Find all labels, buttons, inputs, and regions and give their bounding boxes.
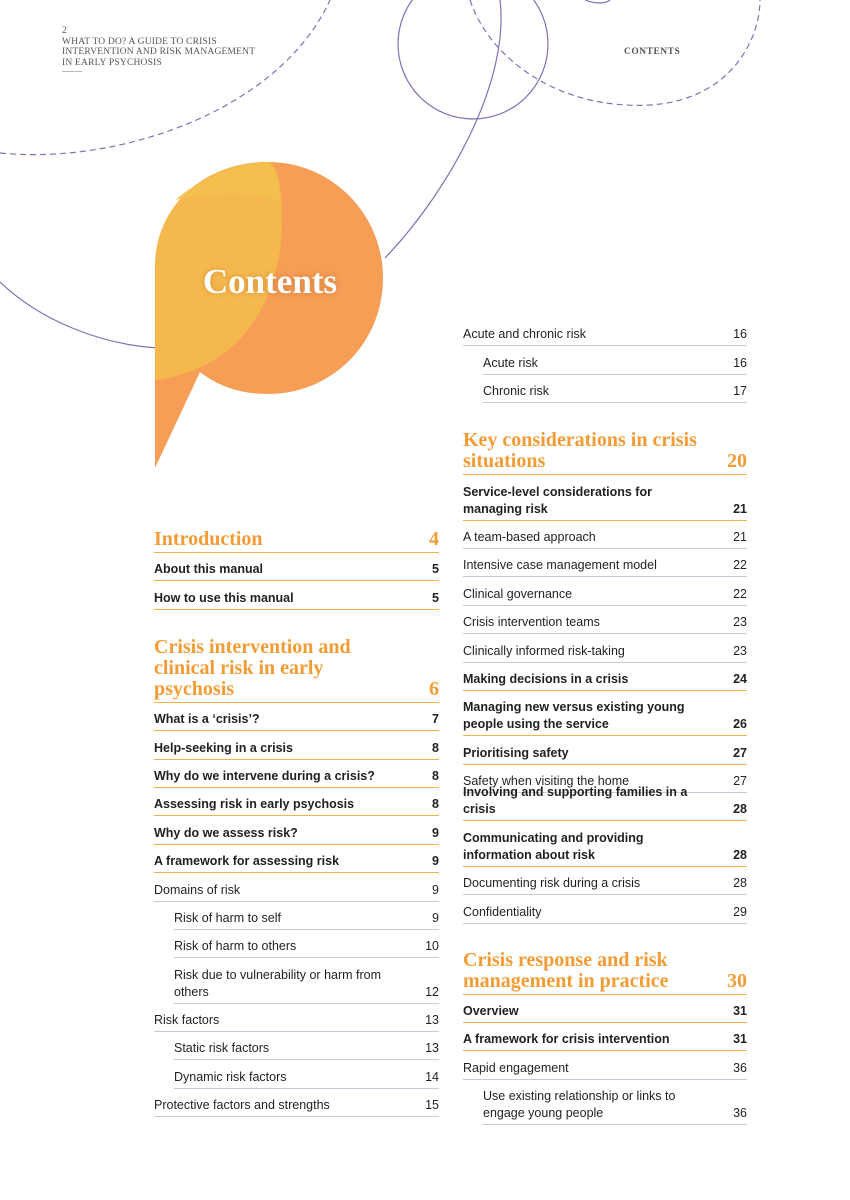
toc-entry-page: 28 bbox=[733, 876, 747, 891]
toc-heading[interactable] bbox=[463, 430, 747, 475]
header-rule bbox=[62, 71, 82, 72]
toc-entry-text: Making decisions in a crisis bbox=[463, 671, 629, 686]
toc-heading[interactable] bbox=[463, 950, 747, 995]
dashed-arc-top-left bbox=[0, 0, 330, 155]
toc-entry[interactable] bbox=[154, 845, 439, 873]
toc-entry[interactable] bbox=[154, 788, 439, 816]
toc-entry-page: 24 bbox=[733, 671, 747, 686]
toc-heading-text: Crisis response and risk management in practice bbox=[463, 948, 669, 992]
toc-entry-text: Domains of risk bbox=[154, 882, 241, 897]
toc-left-column bbox=[154, 529, 439, 1117]
toc-entry-page: 31 bbox=[733, 1004, 747, 1019]
toc-entry-text: How to use this manual bbox=[154, 590, 294, 605]
toc-entry-text: Chronic risk bbox=[483, 384, 549, 399]
running-header bbox=[62, 26, 255, 72]
toc-entry[interactable] bbox=[154, 760, 439, 788]
toc-entry[interactable] bbox=[463, 736, 747, 764]
toc-entry-text: Protective factors and strengths bbox=[154, 1098, 330, 1113]
toc-heading[interactable] bbox=[154, 637, 439, 703]
toc-entry[interactable] bbox=[463, 895, 747, 923]
page-number: 2 bbox=[62, 26, 67, 36]
toc-entry-page: 7 bbox=[432, 712, 439, 727]
toc-entry-text: Service-level considerations for managing risk bbox=[463, 484, 652, 516]
toc-entry[interactable] bbox=[154, 1089, 439, 1117]
toc-entry[interactable] bbox=[483, 1080, 747, 1125]
arc-tiny-top bbox=[585, 0, 610, 3]
toc-entry-page: 36 bbox=[733, 1106, 747, 1121]
toc-entry[interactable] bbox=[154, 553, 439, 581]
section-gap bbox=[463, 403, 747, 430]
toc-entry-text: Clinically informed risk-taking bbox=[463, 643, 625, 658]
toc-entry-page: 10 bbox=[425, 939, 439, 954]
toc-entry-text: Documenting risk during a crisis bbox=[463, 876, 641, 891]
toc-entry-page: 21 bbox=[733, 501, 747, 516]
toc-heading-text: Introduction bbox=[154, 528, 263, 550]
toc-entry-page: 14 bbox=[425, 1069, 439, 1084]
toc-entry[interactable] bbox=[463, 821, 747, 866]
arc-large bbox=[385, 0, 501, 258]
toc-entry[interactable] bbox=[463, 475, 747, 520]
toc-entry-page: 13 bbox=[425, 1013, 439, 1028]
toc-entry-page: 29 bbox=[733, 904, 747, 919]
toc-entry-page: 8 bbox=[432, 740, 439, 755]
arc-lower-left bbox=[0, 282, 160, 348]
toc-entry-text: A framework for assessing risk bbox=[154, 854, 340, 869]
toc-heading-text: Crisis intervention and clinical risk in early psychosis bbox=[154, 635, 351, 700]
toc-entry-page: 13 bbox=[425, 1041, 439, 1056]
toc-entry-page: 27 bbox=[733, 745, 747, 760]
toc-entry-text: Rapid engagement bbox=[463, 1060, 569, 1075]
toc-entry-page: 5 bbox=[432, 562, 439, 577]
toc-entry-page: 9 bbox=[432, 882, 439, 897]
toc-entry[interactable] bbox=[174, 1032, 439, 1060]
toc-entry[interactable] bbox=[154, 816, 439, 844]
toc-entry[interactable] bbox=[463, 995, 747, 1023]
toc-entry[interactable] bbox=[463, 549, 747, 577]
toc-entry[interactable] bbox=[483, 375, 747, 403]
toc-entry-page: 16 bbox=[733, 327, 747, 342]
toc-entry-text: Assessing risk in early psychosis bbox=[154, 797, 355, 812]
section-gap bbox=[154, 610, 439, 637]
toc-entry-text: Crisis intervention teams bbox=[463, 615, 600, 630]
toc-entry-page: 23 bbox=[733, 643, 747, 658]
toc-heading-text: Key considerations in crisis situations bbox=[463, 429, 697, 473]
toc-entry-page: 5 bbox=[432, 590, 439, 605]
toc-entry[interactable] bbox=[463, 691, 747, 736]
toc-entry-page: 17 bbox=[733, 384, 747, 399]
toc-entry-page: 9 bbox=[432, 910, 439, 925]
toc-entry[interactable] bbox=[463, 1051, 747, 1079]
page-title: Contents bbox=[202, 262, 338, 301]
toc-entry-page: 9 bbox=[432, 854, 439, 869]
toc-entry[interactable] bbox=[463, 663, 747, 691]
toc-entry[interactable] bbox=[174, 902, 439, 930]
toc-entry[interactable] bbox=[463, 521, 747, 549]
toc-heading-page: 6 bbox=[429, 677, 439, 700]
toc-entry[interactable] bbox=[463, 867, 747, 895]
toc-entry-page: 27 bbox=[733, 774, 747, 789]
toc-entry-text: A team-based approach bbox=[463, 529, 596, 544]
toc-entry[interactable] bbox=[154, 703, 439, 731]
circle-outline bbox=[398, 0, 548, 119]
header-line-3: IN EARLY PSYCHOSIS bbox=[62, 57, 162, 68]
toc-entry-text: Communicating and providing information about risk bbox=[463, 830, 644, 862]
toc-entry-page: 15 bbox=[425, 1098, 439, 1113]
toc-entry[interactable] bbox=[174, 958, 439, 1003]
toc-entry[interactable] bbox=[174, 930, 439, 958]
toc-entry-text: Acute and chronic risk bbox=[463, 327, 586, 342]
toc-entry[interactable] bbox=[154, 1004, 439, 1032]
speech-bubble bbox=[155, 162, 383, 468]
toc-entry-text: Involving and supporting families in a crisis bbox=[463, 785, 688, 817]
toc-entry-text: Intensive case management model bbox=[463, 558, 657, 573]
toc-entry-text: Acute risk bbox=[483, 355, 538, 370]
toc-entry-text: Prioritising safety bbox=[463, 745, 569, 760]
toc-entry-page: 16 bbox=[733, 355, 747, 370]
toc-entry-page: 12 bbox=[425, 984, 439, 999]
toc-right-column bbox=[463, 318, 747, 1125]
toc-entry[interactable] bbox=[463, 318, 747, 346]
toc-entry-page: 9 bbox=[432, 825, 439, 840]
toc-entry-page: 21 bbox=[733, 529, 747, 544]
toc-heading-page: 30 bbox=[727, 969, 747, 992]
toc-entry-text: Why do we intervene during a crisis? bbox=[154, 768, 375, 783]
toc-entry-page: 8 bbox=[432, 768, 439, 783]
header-line-1: WHAT TO DO? A GUIDE TO CRISIS bbox=[62, 36, 217, 47]
toc-entry-text: Help-seeking in a crisis bbox=[154, 740, 293, 755]
toc-entry-text: What is a ‘crisis’? bbox=[154, 712, 260, 727]
toc-entry-text: About this manual bbox=[154, 562, 264, 577]
toc-entry-text: Use existing relationship or links to engage young people bbox=[483, 1089, 676, 1121]
toc-entry-text: Static risk factors bbox=[174, 1041, 270, 1056]
toc-entry-text: Clinical governance bbox=[463, 586, 573, 601]
toc-entry-text: Risk due to vulnerability or harm from others bbox=[174, 967, 382, 999]
header-line-2: INTERVENTION AND RISK MANAGEMENT bbox=[62, 47, 256, 57]
section-label: CONTENTS bbox=[624, 47, 681, 57]
toc-entry-text: Managing new versus existing young people using the service bbox=[463, 700, 685, 732]
toc-entry[interactable] bbox=[463, 785, 747, 821]
toc-entry[interactable] bbox=[154, 873, 439, 901]
dashed-arc-top-right bbox=[470, 0, 760, 105]
toc-entry-text: Overview bbox=[463, 1004, 519, 1019]
toc-heading[interactable] bbox=[154, 529, 439, 553]
section-gap bbox=[463, 924, 747, 950]
toc-entry[interactable] bbox=[463, 606, 747, 634]
toc-entry-text: A framework for crisis intervention bbox=[463, 1032, 670, 1047]
toc-entry-page: 31 bbox=[733, 1032, 747, 1047]
toc-entry-text: Why do we assess risk? bbox=[154, 825, 298, 840]
toc-entry-page: 36 bbox=[733, 1060, 747, 1075]
toc-entry-text: Risk factors bbox=[154, 1013, 220, 1028]
toc-entry-text: Risk of harm to self bbox=[174, 910, 281, 925]
toc-entry-page: 28 bbox=[733, 847, 747, 862]
toc-entry-text: Confidentiality bbox=[463, 904, 542, 919]
toc-entry-text: Risk of harm to others bbox=[174, 939, 297, 954]
toc-entry-text: Dynamic risk factors bbox=[174, 1069, 287, 1084]
toc-entry-page: 28 bbox=[733, 802, 747, 817]
toc-entry-page: 26 bbox=[733, 717, 747, 732]
toc-entry[interactable] bbox=[154, 731, 439, 759]
toc-entry-page: 22 bbox=[733, 586, 747, 601]
toc-entry[interactable] bbox=[463, 577, 747, 605]
toc-heading-page: 4 bbox=[429, 528, 439, 550]
toc-heading-page: 20 bbox=[727, 450, 747, 473]
toc-entry-page: 8 bbox=[432, 797, 439, 812]
toc-entry[interactable] bbox=[463, 1023, 747, 1051]
toc-entry[interactable] bbox=[174, 1060, 439, 1088]
toc-entry-text: Safety when visiting the home bbox=[463, 774, 630, 789]
toc-entry-page: 22 bbox=[733, 558, 747, 573]
toc-entry-page: 23 bbox=[733, 615, 747, 630]
toc-entry[interactable] bbox=[154, 581, 439, 609]
toc-entry[interactable] bbox=[483, 346, 747, 374]
toc-entry[interactable] bbox=[463, 634, 747, 662]
